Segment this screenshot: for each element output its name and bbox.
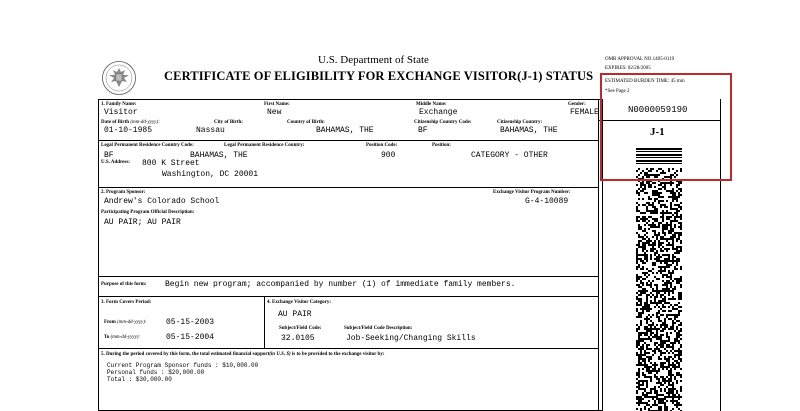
country-birth-label: Country of Birth: — [287, 120, 325, 125]
us-address-line2: Washington, DC 20001 — [162, 170, 259, 179]
omb-approval: OMB APPROVAL NO.1405-0119 — [605, 57, 675, 62]
category-label: 4. Exchange Visitor Category: — [267, 300, 332, 305]
highlight-box — [600, 73, 732, 181]
citizenship-label: Citizenship Country: — [497, 120, 543, 125]
us-address-line1: 800 K Street — [142, 159, 200, 168]
gender-label: Gender: — [568, 102, 586, 107]
us-department-seal-icon — [101, 60, 137, 96]
see-page-note: *See Page 2 — [605, 89, 630, 94]
subject-code-label: Subject/Field Code: — [279, 326, 322, 331]
sevis-id: N0000059190 — [628, 105, 688, 115]
program-number-label: Exchange Visitor Program Number: — [493, 190, 571, 195]
barcode — [636, 148, 682, 411]
position-code-label: Position Code: — [366, 143, 398, 148]
funds-line-sponsor: Current Program Sponsor funds : $10,000.00 — [107, 362, 259, 369]
period-to-value: 05-15-2004 — [166, 333, 215, 342]
citizenship-value: BAHAMAS, THE — [500, 126, 558, 135]
subject-code-value: 32.0105 — [281, 334, 315, 343]
position-value: CATEGORY - OTHER — [471, 151, 548, 160]
country-birth-value: BAHAMAS, THE — [316, 126, 374, 135]
lpr-label: Legal Permanent Residence Country: — [224, 143, 305, 148]
program-description-value: AU PAIR; AU PAIR — [104, 218, 181, 227]
burden-time: ESTIMATED BURDEN TIME: 45 min — [605, 79, 685, 84]
program-number-value: G-4-10089 — [525, 197, 569, 206]
purpose-value: Begin new program; accompanied by number (1) of immediate family members. — [165, 280, 516, 289]
citizenship-code-label: Citizenship Country Code: — [414, 120, 472, 125]
funds-line-total: Total : $30,000.00 — [107, 376, 172, 383]
dob-label: Date of Birth (mm-dd-yyyy): — [101, 120, 160, 125]
sponsor-value: Andrew's Colorado School — [104, 197, 220, 206]
visa-type: J-1 — [650, 126, 665, 138]
position-label: Position: — [432, 143, 451, 148]
gender-value: FEMALE — [570, 108, 599, 117]
lpr-code-label: Legal Permanent Residence Country Code: — [101, 143, 194, 148]
purpose-label: Purpose of this form: — [101, 282, 147, 287]
form-title: CERTIFICATE OF ELIGIBILITY FOR EXCHANGE VISITOR(J-1) STATUS — [164, 69, 594, 83]
subject-description-label: Subject/Field Code Description: — [344, 326, 413, 331]
funds-line-personal: Personal funds : $20,000.00 — [107, 369, 205, 376]
us-address-label: U.S. Address: — [101, 160, 130, 165]
period-label: 3. Form Covers Period: — [101, 300, 152, 305]
position-code-value: 900 — [381, 151, 396, 160]
first-name-label: First Name: — [264, 102, 290, 107]
program-description-label: Participating Program Official Description: — [101, 210, 195, 215]
middle-name-value: Exchange — [419, 108, 458, 117]
lpr-code-value: BF — [104, 151, 114, 160]
city-value: Nassau — [196, 126, 225, 135]
lpr-value: BAHAMAS, THE — [190, 151, 248, 160]
department-name: U.S. Department of State — [318, 54, 429, 66]
expires-date: EXPIRES: 02/28/2005 — [605, 66, 651, 71]
period-to-label: To (mm-dd-yyyy): — [104, 335, 141, 340]
dob-value: 01-10-1985 — [104, 126, 153, 135]
middle-name-label: Middle Name: — [416, 102, 447, 107]
category-value: AU PAIR — [278, 310, 312, 319]
first-name-value: New — [267, 108, 282, 117]
period-from-label: From (mm-dd-yyyy): — [104, 320, 147, 325]
period-from-value: 05-15-2003 — [166, 318, 215, 327]
family-name-label: 1. Family Name: — [101, 102, 137, 107]
sponsor-label: 2. Program Sponsor: — [101, 190, 146, 195]
subject-description-value: Job-Seeking/Changing Skills — [346, 334, 476, 343]
city-label: City of Birth: — [214, 120, 243, 125]
citizenship-code-value: BF — [418, 126, 428, 135]
financial-support-label: 5. During the period covered by this form, the total estimated financial support(in U.S. $) is to be provided to the exchange visitor by: — [101, 352, 385, 357]
family-name-value: Visitor — [104, 108, 138, 117]
